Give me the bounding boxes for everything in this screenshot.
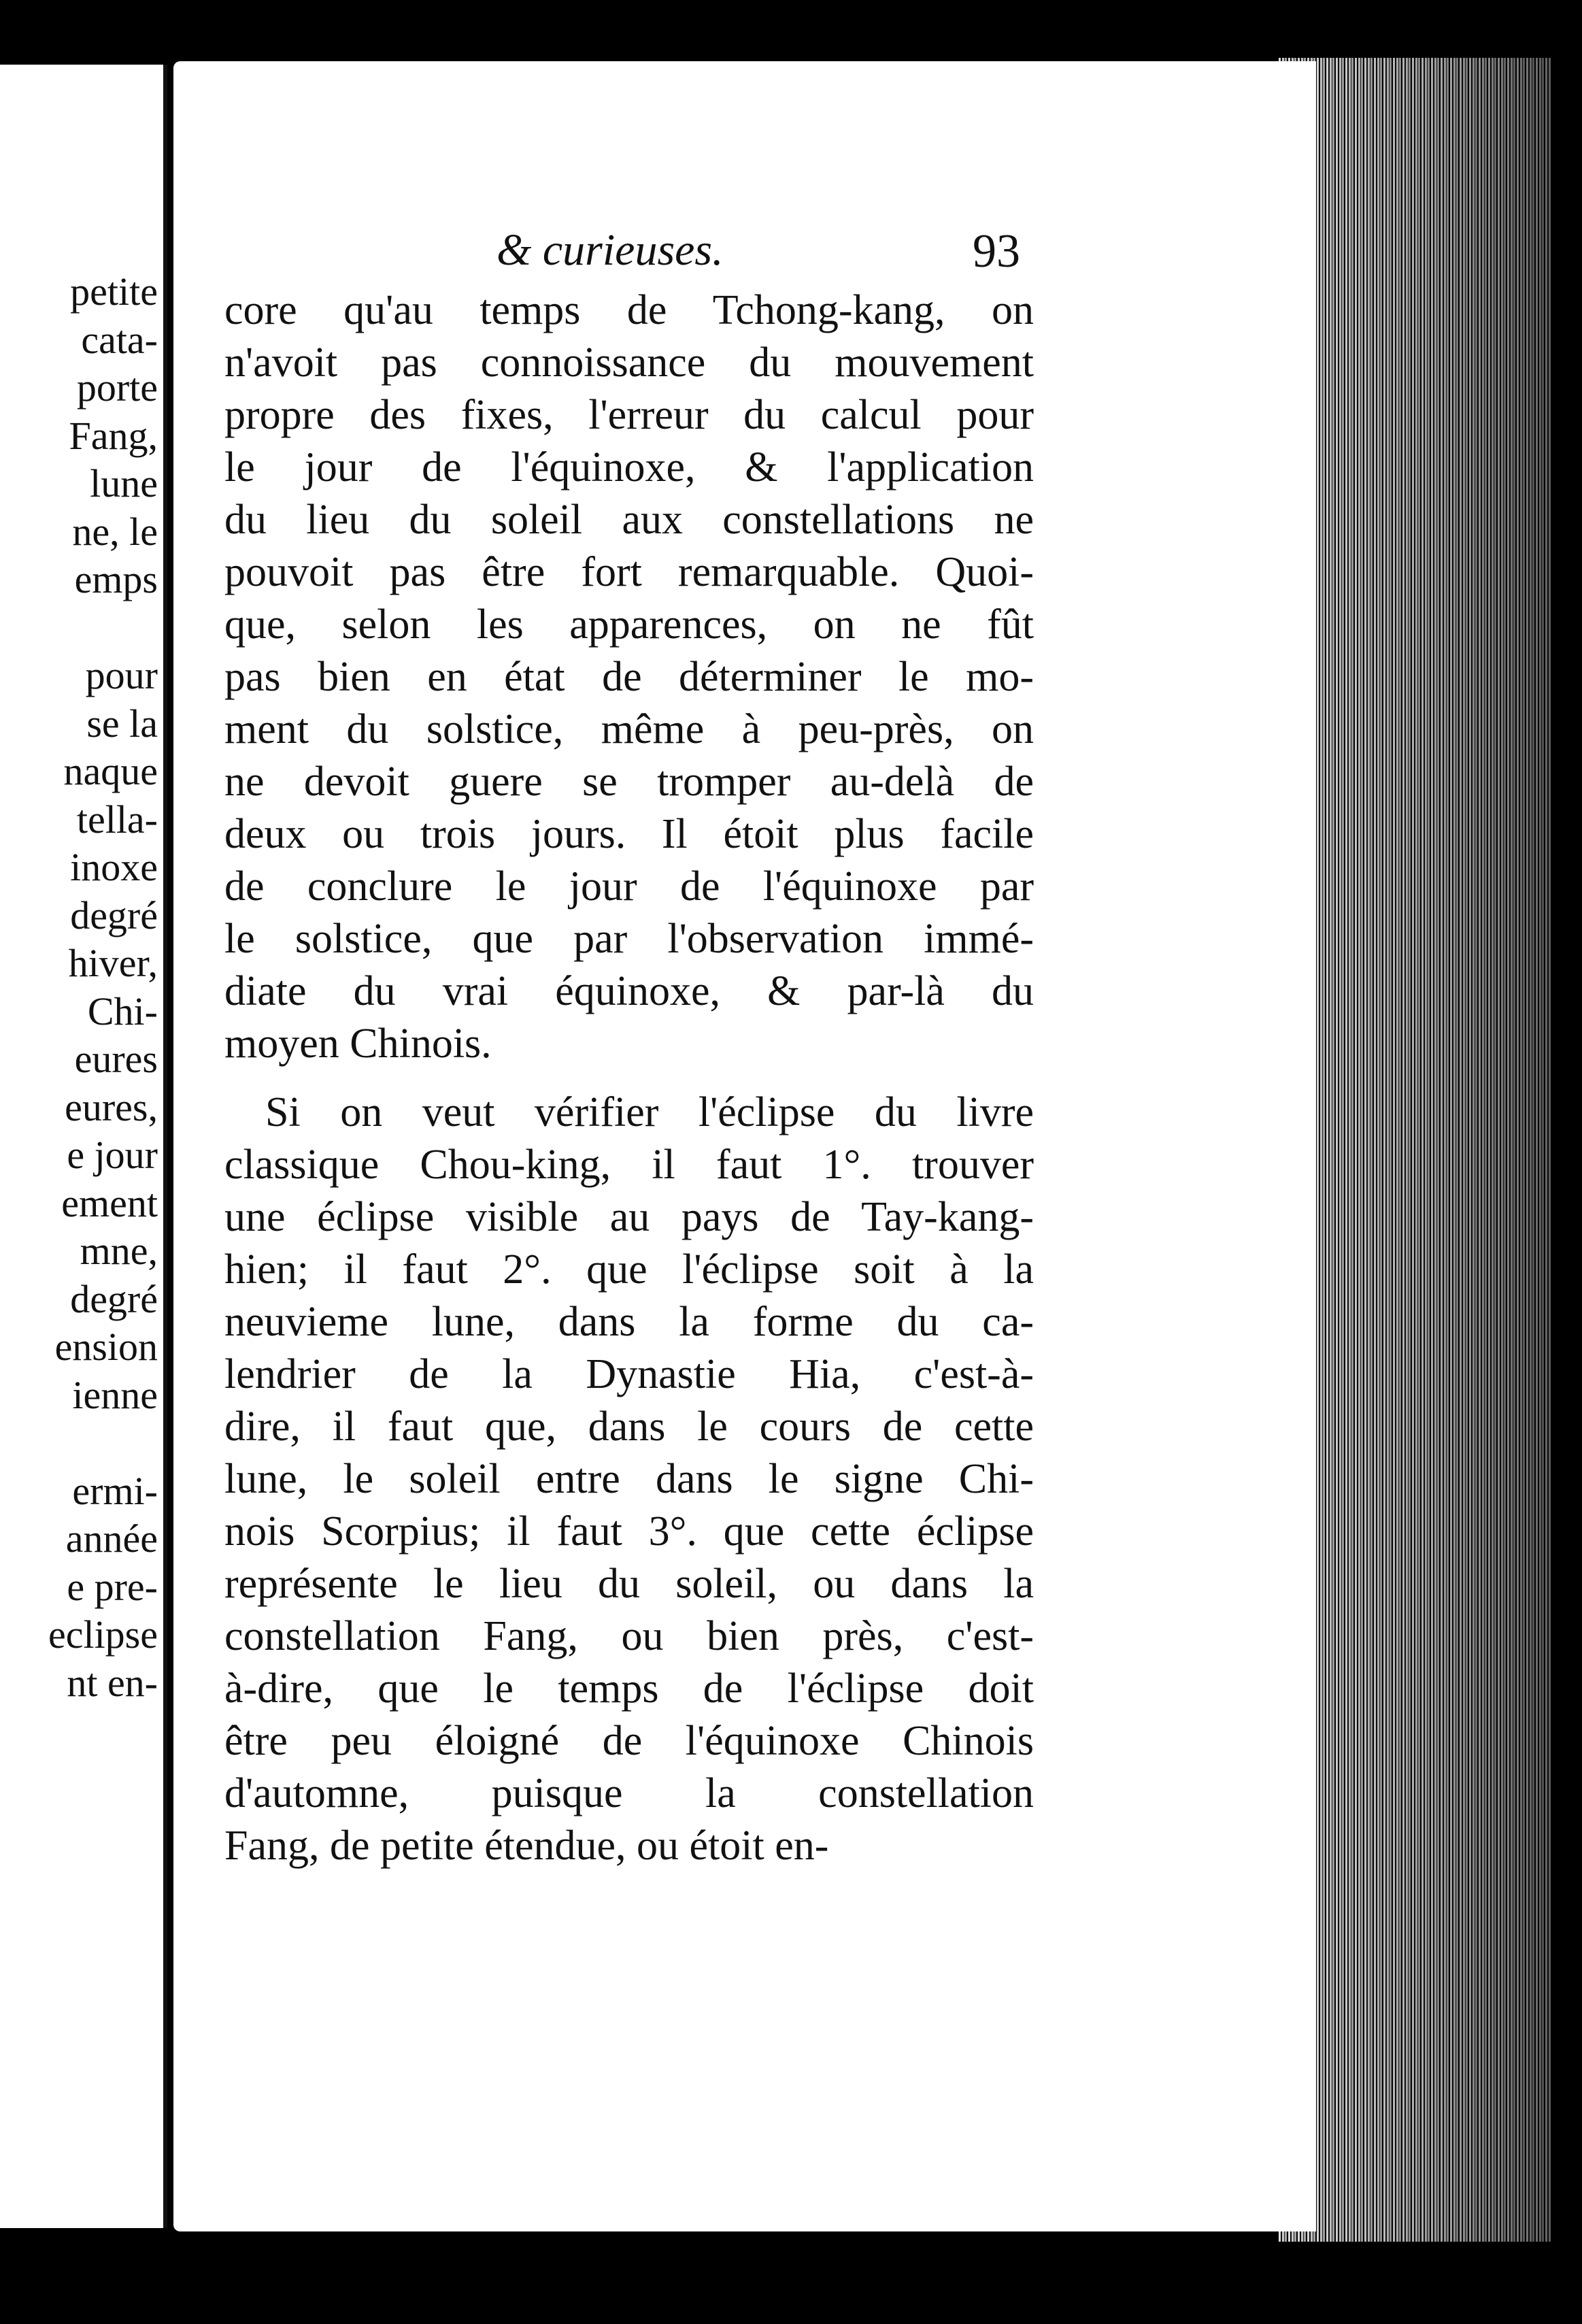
left-page-fragment: naque — [63, 749, 158, 793]
text-line: une éclipse visible au pays de Tay-kang- — [224, 1194, 1034, 1240]
text-line: n'avoit pas connoissance du mouvement — [224, 339, 1034, 386]
text-line: pas bien en état de déterminer le mo- — [224, 654, 1034, 700]
left-page-fragment: pour — [85, 653, 158, 697]
left-page-fragment: inoxe — [70, 845, 158, 889]
text-line: ne devoit guere se tromper au-delà de — [224, 759, 1034, 805]
text-line: propre des fixes, l'erreur du calcul pour — [224, 392, 1034, 438]
text-line: que, selon les apparences, on ne fût — [224, 601, 1034, 648]
text-line: constellation Fang, ou bien près, c'est- — [224, 1613, 1034, 1659]
left-page-fragment: eures — [74, 1037, 158, 1081]
left-page-fragment: ienne — [72, 1372, 158, 1417]
text-line: neuvieme lune, dans la forme du ca- — [224, 1299, 1034, 1345]
left-page-fragment: Chi- — [87, 989, 158, 1033]
left-page-fragment: année — [65, 1516, 158, 1561]
left-page-fragment: ension — [54, 1325, 158, 1369]
left-page-fragment: nt en- — [67, 1660, 158, 1705]
text-line: core qu'au temps de Tchong-kang, on — [224, 287, 1034, 333]
page-edges-shadow — [1279, 58, 1551, 2242]
body-text — [224, 284, 1034, 1872]
text-line: classique Chou-king, il faut 1°. trouver — [224, 1142, 1034, 1188]
left-page-fragment: porte — [76, 365, 158, 410]
text-line: dire, il faut que, dans le cours de cette — [224, 1404, 1034, 1450]
text-line: moyen Chinois. — [224, 1020, 492, 1067]
text-line: pouvoit pas être fort remarquable. Quoi- — [224, 549, 1034, 595]
left-page-fragment: emps — [74, 557, 158, 601]
left-page-fragment: hiver, — [68, 941, 158, 985]
left-page-fragment: e pre- — [67, 1564, 158, 1609]
left-page-fragment: se la — [86, 701, 158, 746]
text-line: le jour de l'équinoxe, & l'application — [224, 444, 1034, 491]
left-page-fragment: cata- — [81, 317, 158, 362]
text-line: nois Scorpius; il faut 3°. que cette éclipse — [224, 1508, 1034, 1555]
text-line: ment du solstice, même à peu-près, on — [224, 706, 1034, 752]
left-page-fragment: degré — [70, 1276, 158, 1321]
text-line: à-dire, que le temps de l'éclipse doit — [224, 1665, 1034, 1712]
text-line: être peu éloigné de l'équinoxe Chinois — [224, 1718, 1034, 1764]
text-line: d'automne, puisque la constellation — [224, 1770, 1034, 1816]
left-page-edge — [0, 65, 167, 2228]
page-number: 93 — [973, 225, 1020, 278]
left-page-fragment: eclipse — [48, 1612, 158, 1657]
text-line: le solstice, que par l'observation immé- — [224, 916, 1034, 962]
running-head: & curieuses. — [497, 225, 724, 275]
left-page-fragment: degré — [70, 893, 158, 937]
left-page-fragment: petite — [70, 269, 158, 314]
text-line: du lieu du soleil aux constellations ne — [224, 497, 1034, 543]
left-page-fragment: ne, le — [72, 509, 158, 554]
text-line: représente le lieu du soleil, ou dans la — [224, 1561, 1034, 1607]
text-line: de conclure le jour de l'équinoxe par — [224, 863, 1034, 910]
left-page-fragment: ermi- — [72, 1468, 158, 1513]
left-page-fragment: lune — [90, 461, 158, 505]
text-line: lune, le soleil entre dans le signe Chi- — [224, 1456, 1034, 1502]
left-page-fragment: Fang, — [69, 413, 158, 458]
text-line: diate du vrai équinoxe, & par-là du — [224, 968, 1034, 1014]
text-line: Fang, de petite étendue, ou étoit en- — [224, 1823, 829, 1869]
left-page-fragment: e jour — [67, 1133, 158, 1177]
left-page-fragment: eures, — [65, 1084, 158, 1129]
text-line: Si on veut vérifier l'éclipse du livre — [265, 1089, 1034, 1135]
left-page-fragment: mne, — [80, 1229, 158, 1273]
text-line: deux ou trois jours. Il étoit plus facile — [224, 811, 1034, 857]
left-page-fragment: tella- — [76, 797, 158, 842]
text-line: hien; il faut 2°. que l'éclipse soit à la — [224, 1246, 1034, 1293]
text-line: lendrier de la Dynastie Hia, c'est-à- — [224, 1351, 1034, 1397]
left-page-fragment: ement — [61, 1180, 158, 1225]
